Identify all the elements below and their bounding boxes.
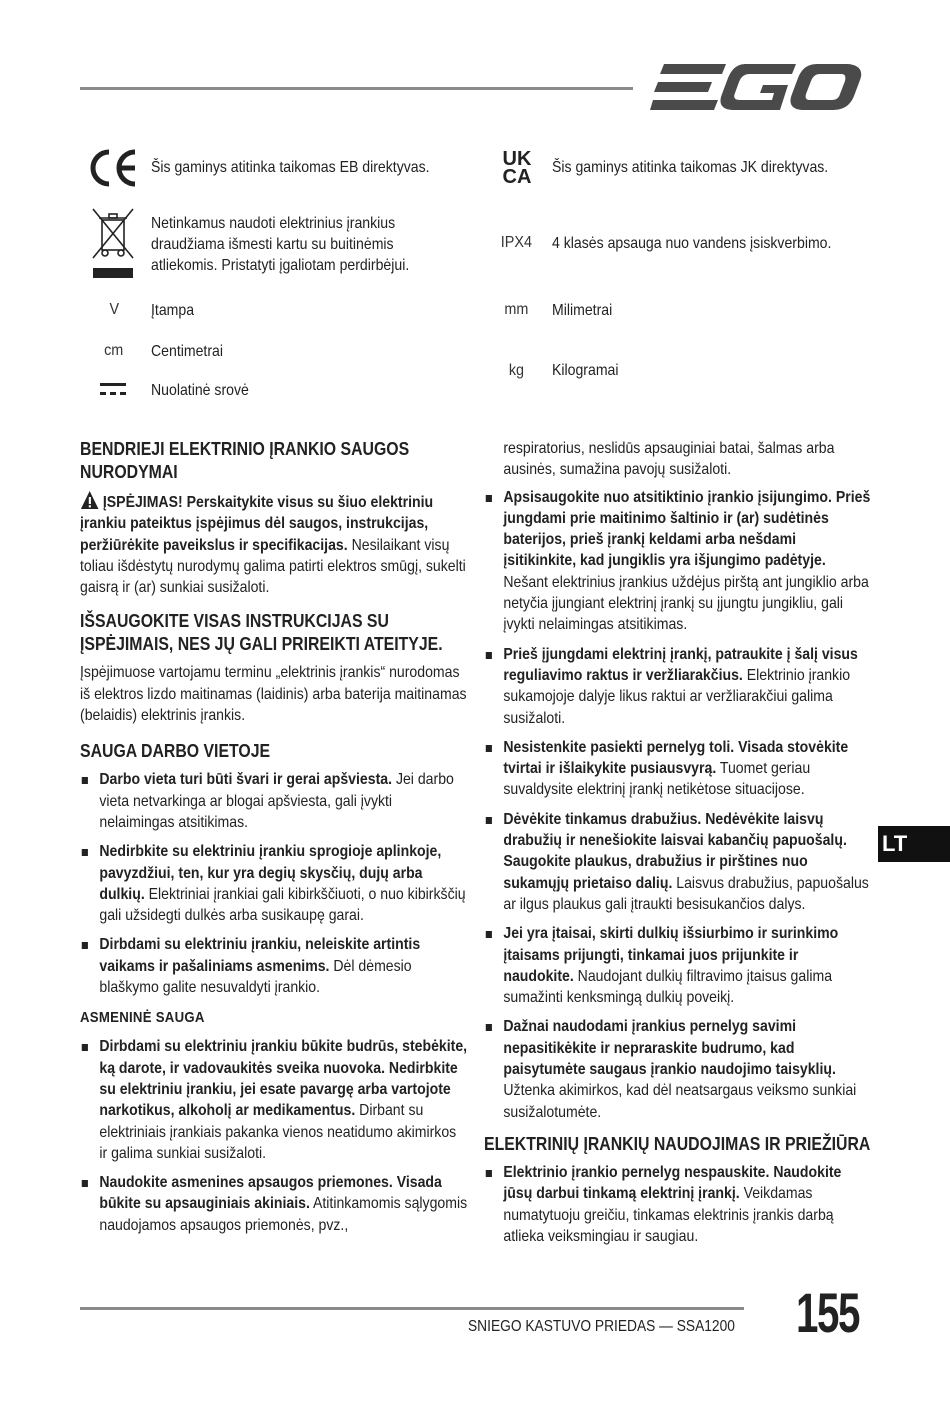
list-item: Nedirbkite su elektriniu įrankiu sprogioje aplinkoje, pavyzdžiui, ten, kur yra degių skysčių, dujų arba dulkių. Elektriniai įrankiai gali kibirkščiuoti, o nuo kibirkščių gali užsidegti dulkės arba susikaupę garai. [80,841,467,926]
ukca-description: Šis gaminys atitinka taikomas JK direktyvas. [552,159,829,176]
personal-safety-list [80,1036,467,1236]
left-column [80,438,470,1244]
continuation-paragraph: respiratorius, neslidūs apsauginiai batai, šalmas arba ausinės, sumažina pavojų susižaloti. [503,440,835,479]
language-tab: LT [878,826,950,862]
heading-tool-use-care: ELEKTRINIŲ ĮRANKIŲ NAUDOJIMAS IR PRIEŽIŪRA [484,1133,871,1154]
footer-rule [80,1307,744,1310]
list-item: Dėvėkite tinkamus drabužius. Nedėvėkite laisvų drabužių ir nenešiokite laisvai kabančių papuošalų. Saugokite plaukus, drabužius ir pirštines nuo sukamųjų prietaiso dalių. Laisvus drabužius, papuošalus ar ilgus plaukus gali įtraukti besisukančios dalys. [484,809,871,915]
header-rule [80,87,633,90]
ipx4-symbol: IPX4 [500,234,532,251]
heading-work-area: SAUGA DARBO VIETOJE [80,741,271,762]
list-item: Nesistenkite pasiekti pernelyg toli. Visada stovėkite tvirtai ir išlaikykite pusiausvyrą. Tuomet geriau suvaldysite elektrinį įrankį netikėtose situacijose. [484,737,871,801]
cm-description: Centimetrai [151,343,223,360]
cm-symbol: cm [104,342,124,359]
crossed-bin-icon [90,206,136,280]
list-item: Prieš įjungdami elektrinį įrankį, patraukite į šalį visus reguliavimo raktus ir veržliarakčius. Elektrinio įrankio sukamojoje dalyje likus raktui ar veržliarakčiui galima susižaloti. [484,644,871,729]
term-paragraph: Įspėjimuose vartojamu terminu „elektrinis įrankis“ nurodomas iš elektros lizdo maitinamas (laidinis) arba baterija maitinamas (belaidis) elektrinis įrankis. [80,664,467,725]
list-item: Elektrinio įrankio pernelyg nespauskite. Naudokite jūsų darbui tinkamą elektrinį įrankį. Veikdamas numatytuoju greičiu, tinkamas elektrinis įrankis darbą atlieka veiksmingiau ir saugiau. [484,1162,871,1247]
volt-description: Įtampa [151,302,195,319]
volt-symbol: V [109,301,119,318]
ce-mark-icon [89,149,141,187]
ce-description: Šis gaminys atitinka taikomas EB direktyvas. [151,159,430,176]
list-item: Jei yra įtaisai, skirti dulkių išsiurbimo ir surinkimo įtaisams prijungti, tinkamai juos prijunkite ir naudokite. Naudojant dulkių filtravimo įtaisus galima sumažinti kenksmingą dulkių poveikį. [484,923,871,1008]
work-area-list [80,769,467,998]
mm-symbol: mm [504,301,528,318]
list-item: Apsisaugokite nuo atsitiktinio įrankio įsijungimo. Prieš jungdami prie maitinimo šaltinio ir (ar) sudėtinės baterijos, prieš įrankį keldami arba nešdami įsitikinkite, kad jungiklis yra išjungimo padėtyje. Nešant elektrinius įrankius uždėjus pirštą ant jungiklio arba netyčia įjungiant elektrinį įrankį su įjungtu jungikliu, gali įvykti nelaimingas atsitikimas. [484,487,871,636]
kg-symbol: kg [508,362,524,379]
personal-safety-list-continued [484,487,871,1123]
tool-use-list [484,1162,871,1247]
heading-personal-safety: ASMENINĖ SAUGA [80,1009,205,1027]
list-item: Dirbdami su elektriniu įrankiu būkite budrūs, stebėkite, ką darote, ir vadovaukitės sveika nuovoka. Nedirbkite su elektriniu įrankiu, jei esate pavargę arba vartojote narkotikus, alkoholį ar medikamentus. Dirbant su elektriniais įrankiais pakanka vienos neatidumo akimirkos ir galima sunkiai susižaloti. [80,1036,467,1164]
list-item: Dažnai naudodami įrankius pernelyg savimi nepasitikėkite ir nepraraskite budrumo, kad paisytumėte saugaus įrankio naudojimo taisyklių. Užtenka akimirkos, kad dėl neatsargaus veiksmo sunkiai susižalotumėte. [484,1016,871,1122]
list-item: Darbo vieta turi būti švari ir gerai apšviesta. Jei darbo vieta netvarkinga ar blogai apšviesta, gali įvykti nelaimingas atsitikimas. [80,769,467,833]
mm-description: Milimetrai [552,302,613,319]
ukca-mark-icon: UK CA [502,148,532,188]
ego-logo [650,62,862,112]
list-item: Dirbdami su elektriniu įrankiu, neleiskite artintis vaikams ir pašaliniams asmenims. Dėl dėmesio blaškymo galite nesuvaldyti įrankio. [80,934,467,998]
direct-current-icon [100,382,126,396]
list-item: Naudokite asmenines apsaugos priemones. Visada būkite su apsauginiais akiniais. Atitinkamomis sąlygomis naudojamos apsaugos priemonės, pvz., [80,1172,467,1236]
right-column [484,438,876,1255]
ipx4-description: 4 klasės apsauga nuo vandens įsiskverbimo. [552,235,832,252]
general-warning: ĮSPĖJIMAS! Perskaitykite visus su šiuo elektriniu įrankiu pateiktus įspėjimus dėl saugos, instrukcijas, peržiūrėkite paveikslus ir specifikacijas. Nesilaikant visų toliau išdėstytų nurodymų galima patirti elektros smūgį, sukelti gaisrą ir (ar) sunkiai susižaloti. [80,490,467,598]
kg-description: Kilogramai [552,362,619,379]
heading-save-instructions: IŠSAUGOKITE VISAS INSTRUKCIJAS SU ĮSPĖJIMAIS, NES JŲ GALI PRIREIKTI ATEITYJE. [80,611,443,655]
warning-icon [80,490,99,510]
dc-description: Nuolatinė srovė [151,382,249,399]
heading-general-safety: BENDRIEJI ELEKTRINIO ĮRANKIO SAUGOS NURODYMAI [80,439,410,482]
weee-description: Netinkamus naudoti elektrinius įrankius draudžiama išmesti kartu su buitinėmis atliekomis. Pristatyti įgaliotam perdirbėjui. [151,215,410,274]
footer-title: SNIEGO KASTUVO PRIEDAS — SSA1200 [468,1318,735,1335]
page-number: 155 [796,1281,859,1344]
